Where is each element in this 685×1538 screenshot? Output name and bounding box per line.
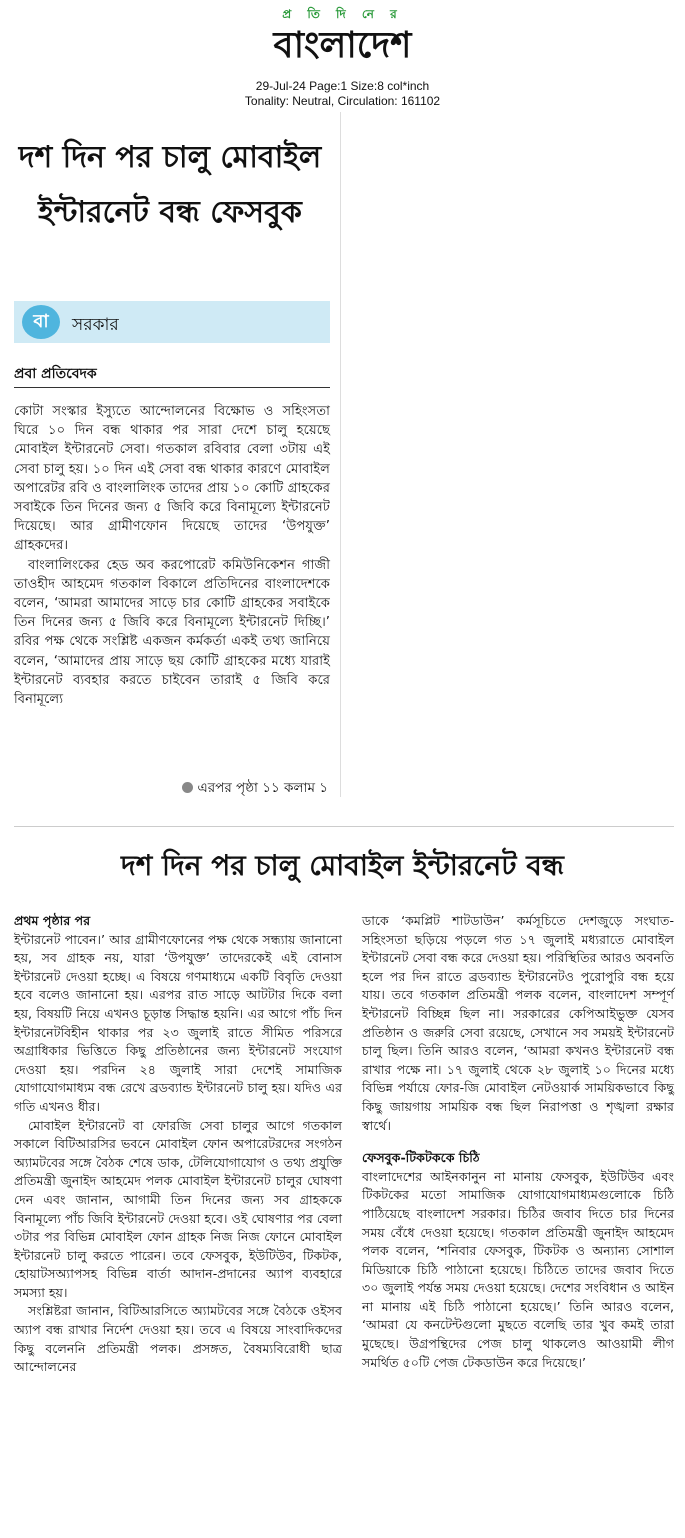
continuation-text: এরপর পৃষ্ঠা ১১ কলাম ১ [197,780,328,796]
article-front-page [0,112,341,797]
body-paragraph: ইন্টারনেট পাবেন।’ আর গ্রামীণফোনের পক্ষ থেকে সন্ধ্যায় জানানো হয়, সব গ্রাহক নয়, যারা ‘উপযুক্ত’ তাদেরকেই এই বোনাস ইন্টারনেট দেওয়া হচ্ছে। এ বিষয়ে গণমাধ্যমে একটি বিবৃতি দেওয়া হবে বলেও জানানো হয়। এরপর রাত সাড়ে আটটার দিকে বলা হয়, বিষয়টি নিয়ে এখনও চূড়ান্ত সিদ্ধান্ত হয়নি। এর আগে পাঁচ দিন ইন্টারনেটবিহীন থাকার পর ২৩ জুলাই রাতে সীমিত পরিসরে অগ্রাধিকার ভিত্তিতে কিছু প্রতিষ্ঠানের জন্য ইন্টারনেট সংযোগ দেওয়া হয়। পরদিন ২৪ জুলাই সারা দেশেই সামাজিক যোগাযোগমাধ্যম বন্ধ রেখে ব্রডব্যান্ড ইন্টারনেট চালু হয়। যদিও এর গতি এখনও ধীর। [14,931,342,1114]
newspaper-logo: বাংলাদেশ [273,25,412,66]
body-paragraph: বাংলালিংকের হেড অব করপোরেট কমিউনিকেশন গাজী তাওহীদ আহমেদ গতকাল বিকালে প্রতিদিনের বাংলাদেশকে বলেন, ‘আমরা আমাদের সাড়ে চার কোটি গ্রাহকের সবাইকে তিন দিনের জন্য ৫ জিবি করে বিনামূল্যে ইন্টারনেট দিচ্ছি।’ রবির পক্ষ থেকে সংশ্লিষ্ট একজন কর্মকর্তা একই তথ্য জানিয়ে বলেন, ‘আমাদের প্রায় সাড়ে ছয় কোটি গ্রাহকের মধ্যে যারাই ইন্টারনেট ব্যবহার করতে চাইবেন তারাই ৫ জিবি করে বিনামূল্যে [14,557,330,708]
masthead-tagline: প্র তি দি নে র [282,7,403,21]
continuation-note [182,777,328,800]
bullet-dot-icon [182,782,193,793]
body-paragraph: কোটা সংস্কার ইস্যুতে আন্দোলনের বিক্ষোভ ও সহিংসতা ঘিরে ১০ দিন বন্ধ থাকার পর সারা দেশে চালু হয়েছে মোবাইল ইন্টারনেট সেবা। গতকাল রবিবার বেলা ৩টায় এই সেবা চালু হয়। ১০ দিন এই সেবা বন্ধ থাকার কারণে মোবাইল অপারেটর রবি ও বাংলালিংক তাদের প্রায় ১০ কোটি গ্রাহকের সবাইকে তিন দিনের জন্য ৫ জিবি করে বিনামূল্যে ইন্টারনেট দিয়েছে। আর গ্রামীণফোন দিয়েছে তাদের ‘উপযুক্ত’ গ্রাহকদের। [14,404,330,554]
article-body [14,402,330,709]
section-logo-icon: বা [22,305,60,339]
body-paragraph: ডাকে ‘কমপ্লিট শাটডাউন’ কর্মসূচিতে দেশজুড়ে সংঘাত-সহিংসতা ছড়িয়ে পড়লে গত ১৭ জুলাই মধ্যরাতে মোবাইল ইন্টারনেট সেবা বন্ধ করে দেওয়া হয়। পরিস্থিতির আরও অবনতি হলে পর দিন রাতে ব্রডব্যান্ড ইন্টারনেটও পুরোপুরি বন্ধ হয়ে যায়। তবে গতকাল প্রতিমন্ত্রী পলক বলেন, বাংলাদেশ সম্পূর্ণ ইন্টারনেট বিচ্ছিন্ন ছিল না। সরকারের কেপিআইভুক্ত যেসব প্রতিষ্ঠান ও জরুরি সেবা রয়েছে, সেখানে সব সময়ই ইন্টারনেট চালু ছিল। তিনি আরও বলেন, ‘আমরা কখনও ইন্টারনেট বন্ধ রাখার পক্ষে না। ১৭ জুলাই থেকে ২৮ জুলাই ১০ দিনের মধ্যে বিভিন্ন পর্যায়ে ফোর-জি মোবাইল নেটওয়ার্ক সাময়িকভাবে কিছু কিছু জায়গায় সাময়িক বন্ধ ছিল নিরাপত্তা ও শৃঙ্খলা রক্ষার স্বার্থে। [362,913,674,1133]
left-subhead: প্রথম পৃষ্ঠার পর [14,913,91,928]
paragraph-gap [362,1135,674,1149]
section-bar [14,301,330,343]
article-continuation [0,830,685,1538]
clipping-meta-date-page: 29-Jul-24 Page:1 Size:8 col*inch [255,79,430,93]
body-paragraph: মোবাইল ইন্টারনেট বা ফোরজি সেবা চালুর আগে গতকাল সকালে বিটিআরসির ভবনে মোবাইল ফোন অপারেটরদের সংগঠন অ্যামটবের সঙ্গে বৈঠক শেষে ডাক, টেলিযোগাযোগ ও তথ্য প্রযুক্তি প্রতিমন্ত্রী জুনাইদ আহমেদ পলক মোবাইল ইন্টারনেট চালুর ঘোষণা দেন এবং জানান, আগামী তিন দিনের জন্য সব গ্রাহককে বিনামূল্যে পাঁচ জিবি ইন্টারনেট দেওয়া হবে। ওই ঘোষণার পর বেলা ৩টার পর বিভিন্ন মোবাইল ফোন গ্রাহক নিজ নিজ ফোনে মোবাইল ইন্টারনেট চালু করতে পারেন। তবে ফেসবুক, ইউটিউব, টিকটক, হোয়াটসঅ্যাপসহ বিভিন্ন বার্তা আদান-প্রদানের অ্যাপ ব্যবহারে সমস্যা হয়। [14,1117,342,1300]
section-label: সরকার [72,315,119,335]
body-paragraph: বাংলাদেশের আইনকানুন না মানায় ফেসবুক, ইউটিউব এবং টিকটকের মতো সামাজিক যোগাযোগমাধ্যমগুলোকে চিঠি পাঠিয়েছে বাংলাদেশ সরকার। চিঠির জবাব দিতে চার দিনের সময় বেঁধে দেওয়া হয়েছে। গতকাল প্রতিমন্ত্রী জুনাইদ আহমেদ পলক বলেন, ‘শনিবার ফেসবুক, টিকটক ও অন্যান্য সোশাল মিডিয়াকে চিঠি পাঠানো হয়েছে। চিঠিতে তাদের জবাব দিতে ৩০ জুলাই পর্যন্ত সময় দেওয়া হয়েছে। দেশের সংবিধান ও আইন না মানায় এই চিঠি পাঠানো হয়েছে।’ তিনি আরও বলেন, ‘আমরা যে কনটেন্টগুলো মুছতে বলেছি তার খুব কমই তারা মুছেছে। উগ্রপন্থিদের পেজ চালু থাকলেও আওয়ামী লীগ সমর্থিত ৫০টি পেজ টেকডাউন করে দিয়েছে।’ [362,1168,674,1370]
continuation-headline: দশ দিন পর চালু মোবাইল ইন্টারনেট বন্ধ [121,849,564,882]
left-column [14,912,342,1377]
body-paragraph: সংশ্লিষ্টরা জানান, বিটিআরসিতে অ্যামটবের সঙ্গে বৈঠকে ওইসব অ্যাপ বন্ধ রাখার নির্দেশ দেওয়া হয়। তবে এ বিষয়ে সাংবাদিকদের কিছু বলেননি প্রতিমন্ত্রী পলক। প্রসঙ্গত, বৈষম্যবিরোধী ছাত্র আন্দোলনের [14,1303,342,1375]
masthead [0,0,685,110]
byline: প্রবা প্রতিবেদক [14,366,97,382]
article-headline: দশ দিন পর চালু মোবাইল ইন্টারনেট বন্ধ ফেসবুক [18,140,322,230]
clipping-meta-tonality: Tonality: Neutral, Circulation: 161102 [244,94,441,108]
right-column [362,912,674,1372]
clipping-divider [14,826,674,827]
byline-divider [14,387,330,388]
right-subhead: ফেসবুক-টিকটককে চিঠি [362,1150,480,1166]
